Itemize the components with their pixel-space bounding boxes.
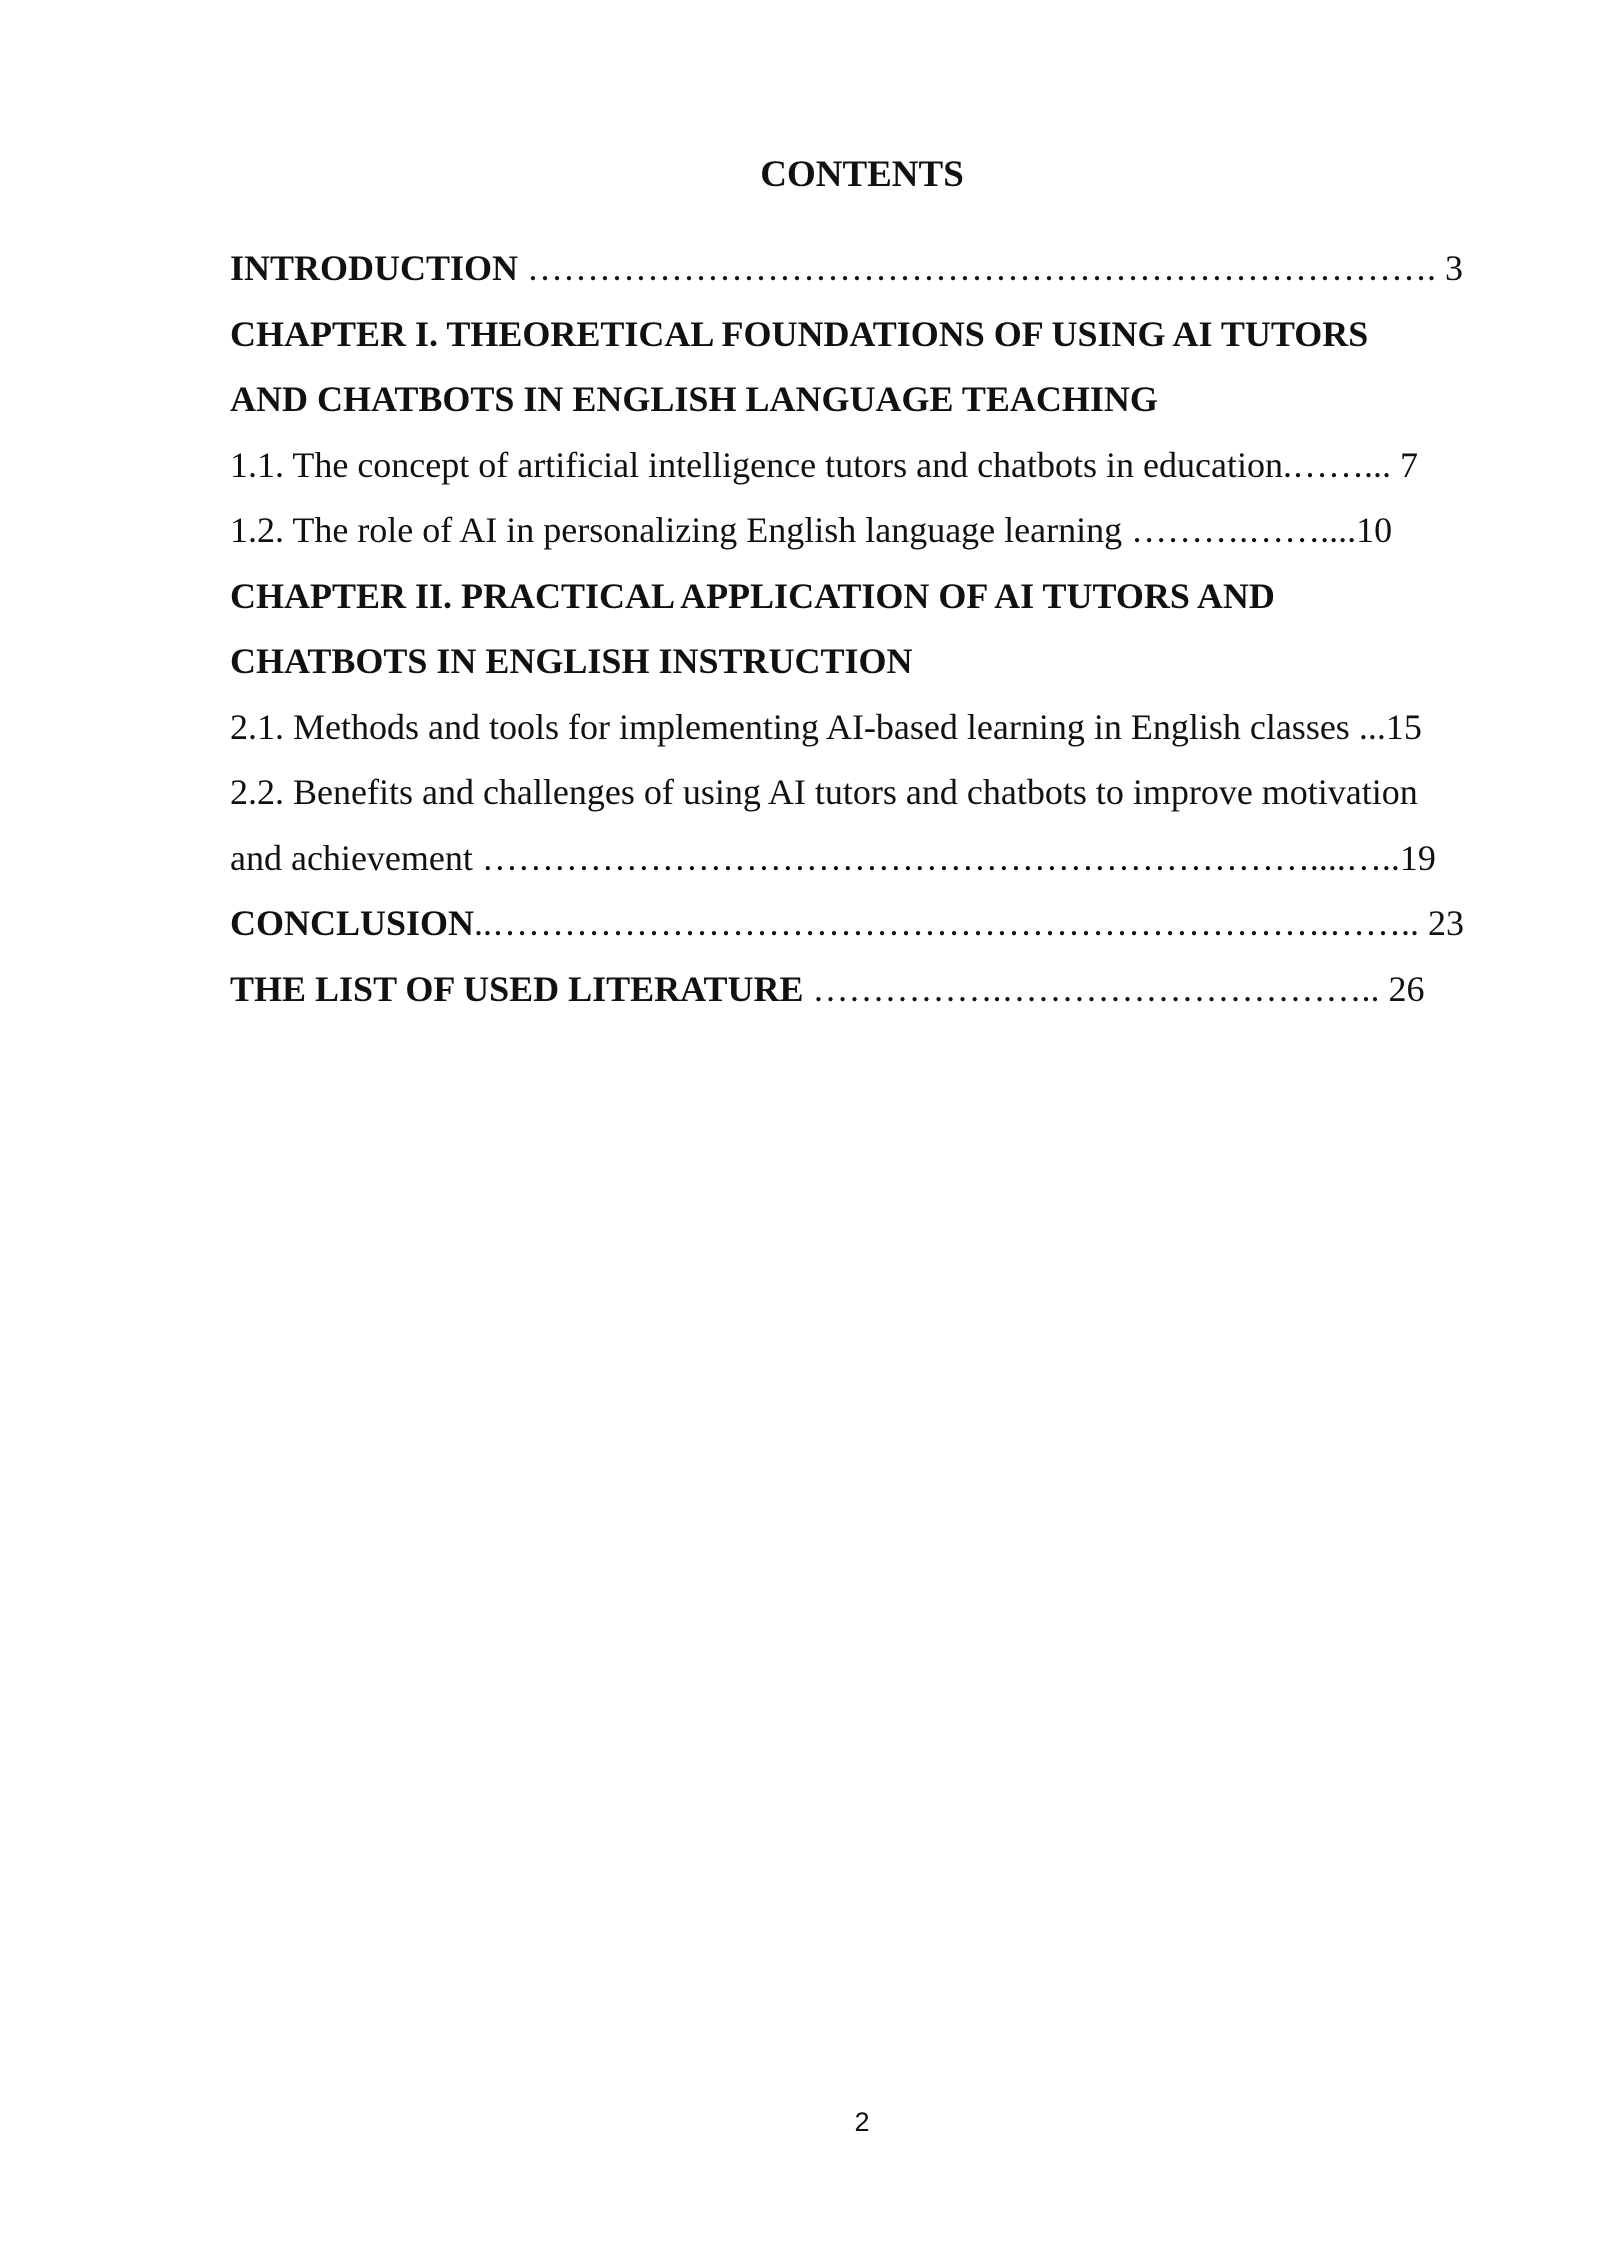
toc-entry-chapter-2-line-2 bbox=[230, 629, 1490, 695]
page-title: CONTENTS bbox=[760, 154, 964, 195]
toc-entry-chapter-1-line-2 bbox=[230, 367, 1490, 433]
toc-entry-heading: THE LIST OF USED LITERATURE bbox=[230, 968, 804, 1009]
toc-entry-chapter-1-line-1 bbox=[230, 302, 1490, 368]
toc-entry-heading: CHAPTER I. THEORETICAL FOUNDATIONS OF USING AI TUTORS bbox=[230, 313, 1369, 354]
toc-entry-conclusion bbox=[230, 891, 1490, 957]
toc-entry-literature bbox=[230, 957, 1490, 1023]
toc-entry-text: 1.2. The role of AI in personalizing English language learning ……….……....10 bbox=[230, 510, 1393, 550]
toc-entry-chapter-2-line-1 bbox=[230, 564, 1490, 630]
toc-entry-introduction bbox=[230, 236, 1490, 302]
toc-entry-text: 1.1. The concept of artificial intelligence tutors and chatbots in education.……... 7 bbox=[230, 444, 1418, 485]
toc-entry-leader: ..…………………………………………………………….…….. 23 bbox=[474, 903, 1465, 943]
toc-entry-section-2-2-line-1 bbox=[230, 760, 1490, 826]
toc-entry-heading: INTRODUCTION bbox=[230, 248, 519, 288]
toc-entry-text: 2.1. Methods and tools for implementing AI-based learning in English classes ...15 bbox=[230, 706, 1422, 747]
toc-entry-leader: …………………………………………………………………. 3 bbox=[518, 248, 1464, 288]
toc-entry-text: 2.2. Benefits and challenges of using AI tutors and chatbots to improve motivation bbox=[230, 772, 1418, 812]
toc-entry-text: and achievement ……………………………………………………………....…..19 bbox=[230, 837, 1436, 878]
toc-entry-heading: AND CHATBOTS IN ENGLISH LANGUAGE TEACHING bbox=[230, 379, 1158, 419]
toc-entry-section-1-2 bbox=[230, 498, 1490, 564]
toc-entry-section-2-1 bbox=[230, 695, 1490, 761]
toc-entry-heading: CHAPTER II. PRACTICAL APPLICATION OF AI TUTORS AND bbox=[230, 575, 1275, 616]
page-number: 2 bbox=[854, 2107, 870, 2137]
toc-entry-section-2-2-line-2 bbox=[230, 826, 1490, 892]
toc-entry-section-1-1 bbox=[230, 433, 1490, 499]
toc-entry-heading: CONCLUSION bbox=[230, 903, 475, 943]
table-of-contents bbox=[230, 236, 1490, 1022]
toc-entry-leader: …………….………………………….. 26 bbox=[803, 968, 1425, 1009]
toc-entry-heading: CHATBOTS IN ENGLISH INSTRUCTION bbox=[230, 641, 913, 681]
